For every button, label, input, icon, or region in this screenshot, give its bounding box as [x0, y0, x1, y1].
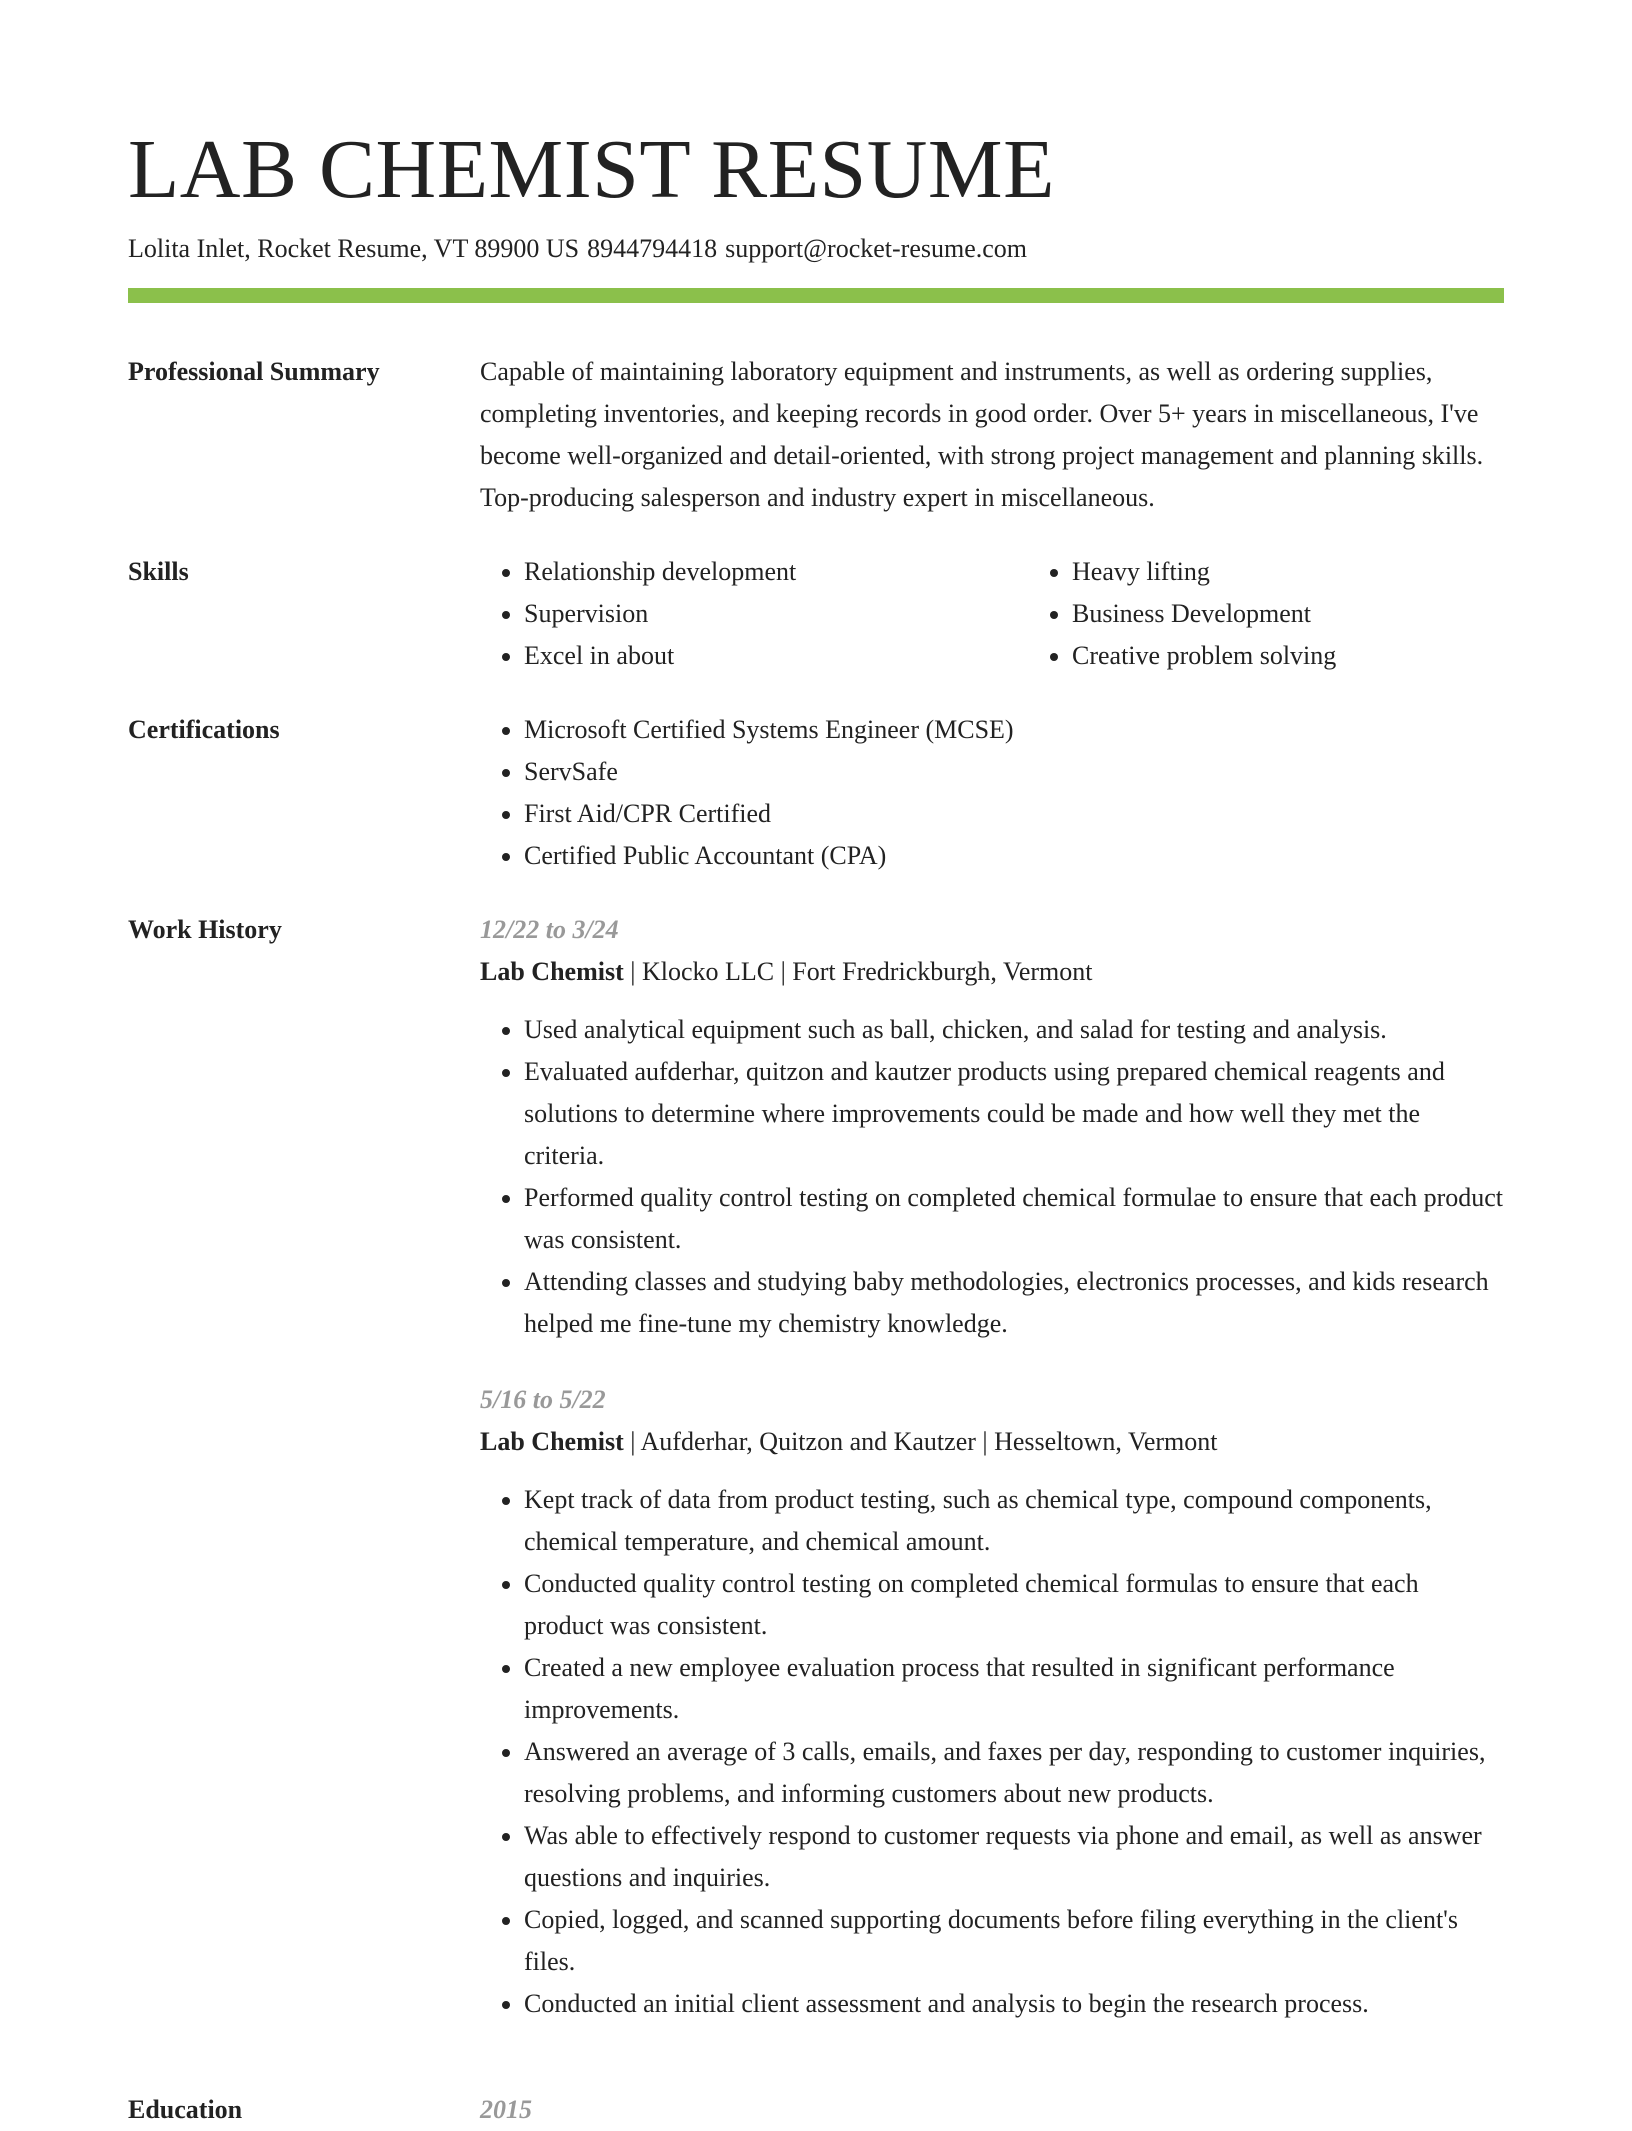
skills-column-1: [480, 551, 1028, 677]
certifications-heading: Certifications: [128, 715, 280, 744]
job-bullets: [480, 1479, 1504, 2025]
education-heading: Education: [128, 2095, 243, 2124]
certifications-body: [480, 709, 1504, 877]
certification-item: • ServSafe: [524, 751, 1504, 793]
job-bullet: • Conducted quality control testing on completed chemical formulas to ensure that each product was consistent.: [524, 1563, 1504, 1647]
work-history-body: [480, 909, 1504, 2059]
certification-item: • First Aid/CPR Certified: [524, 793, 1504, 835]
job-company-location: | Aufderhar, Quitzon and Kautzer | Hesseltown, Vermont: [623, 1427, 1218, 1456]
skill-item: • Excel in about: [524, 635, 1028, 677]
skills-section: [128, 551, 1504, 677]
job-heading: [480, 1421, 1504, 1463]
job-bullet: • Was able to effectively respond to customer requests via phone and email, as well as answer questions and inquiries.: [524, 1815, 1504, 1899]
skill-item: • Relationship development: [524, 551, 1028, 593]
job-dates: 5/16 to 5/22: [480, 1385, 606, 1414]
certifications-list: [480, 709, 1504, 877]
contact-line: [128, 232, 1504, 266]
accent-divider: [128, 288, 1504, 303]
job-bullet: • Attending classes and studying baby methodologies, electronics processes, and kids research helped me fine-tune my chemistry knowledge.: [524, 1261, 1504, 1345]
resume-title: LAB CHEMIST RESUME: [128, 123, 1055, 216]
job-dates: 12/22 to 3/24: [480, 915, 619, 944]
job-bullet: • Conducted an initial client assessment and analysis to begin the research process.: [524, 1983, 1504, 2025]
skills-heading: Skills: [128, 557, 189, 586]
summary-section: [128, 351, 1504, 519]
skill-item: • Supervision: [524, 593, 1028, 635]
skill-item: • Heavy lifting: [1072, 551, 1576, 593]
job-bullet: • Copied, logged, and scanned supporting documents before filing everything in the client's files.: [524, 1899, 1504, 1983]
contact-address: Lolita Inlet, Rocket Resume, VT 89900 US: [128, 234, 580, 263]
job-title: Lab Chemist: [480, 957, 624, 986]
job-bullets: [480, 1009, 1504, 1345]
certification-item: • Microsoft Certified Systems Engineer (MCSE): [524, 709, 1504, 751]
job-bullet: • Kept track of data from product testing, such as chemical type, compound components, chemical temperature, and chemical amount.: [524, 1479, 1504, 1563]
job-bullet: • Created a new employee evaluation process that resulted in significant performance improvements.: [524, 1647, 1504, 1731]
summary-heading: Professional Summary: [128, 357, 380, 386]
education-dates: 2015: [480, 2095, 532, 2124]
job-title: Lab Chemist: [480, 1427, 624, 1456]
skill-item: • Business Development: [1072, 593, 1576, 635]
work-history-heading: Work History: [128, 915, 282, 944]
contact-email: support@rocket-resume.com: [725, 234, 1028, 263]
summary-text: Capable of maintaining laboratory equipment and instruments, as well as ordering supplies, completing inventories, and keeping records in good order. Over 5+ years in miscellaneous, I've become well-organized and detail-oriented, with strong project management and planning skills. Top-producing salesperson and industry expert in miscellaneous.: [480, 357, 1484, 512]
resume-page: [128, 118, 1504, 2131]
job-bullet: • Evaluated aufderhar, quitzon and kautzer products using prepared chemical reagents and solutions to determine where improvements could be made and how well they met the criteria.: [524, 1051, 1504, 1177]
contact-phone: 8944794418: [587, 234, 718, 263]
job-bullet: • Performed quality control testing on completed chemical formulae to ensure that each product was consistent.: [524, 1177, 1504, 1261]
job-entry: [480, 1379, 1504, 2025]
skill-item: • Creative problem solving: [1072, 635, 1576, 677]
job-heading: [480, 951, 1504, 993]
certifications-section: [128, 709, 1504, 877]
certification-item: • Certified Public Accountant (CPA): [524, 835, 1504, 877]
job-company-location: | Klocko LLC | Fort Fredrickburgh, Vermont: [623, 957, 1093, 986]
job-bullet: • Answered an average of 3 calls, emails, and faxes per day, responding to customer inquiries, resolving problems, and informing customers about new products.: [524, 1731, 1504, 1815]
education-section: [128, 2089, 1504, 2131]
skills-grid: [480, 551, 1576, 677]
skills-column-2: [1028, 551, 1576, 677]
job-bullet: • Used analytical equipment such as ball, chicken, and salad for testing and analysis.: [524, 1009, 1504, 1051]
job-entry: [480, 909, 1504, 1345]
education-body: [480, 2089, 1504, 2131]
skills-body: [480, 551, 1576, 677]
work-history-section: [128, 909, 1504, 2059]
